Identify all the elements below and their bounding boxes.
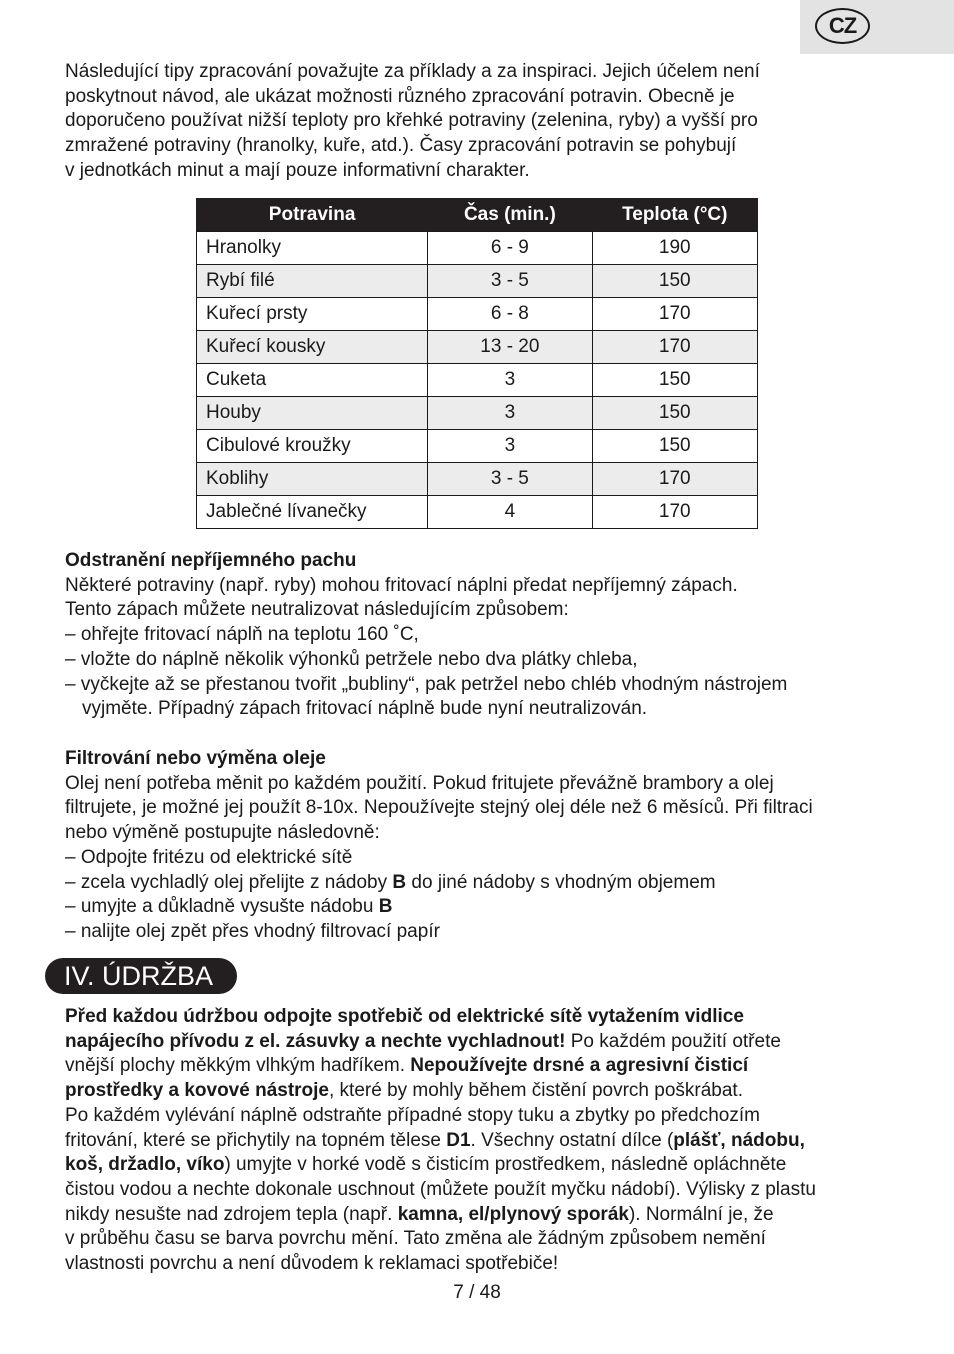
container-ref: B — [392, 871, 407, 893]
odor-step: – vložte do náplně několik výhonků petržele nebo dva plátky chleba, — [65, 648, 638, 670]
maintenance-line — [65, 1005, 895, 1030]
cell-food: Jablečné lívanečky — [197, 496, 428, 529]
language-badge: CZ — [815, 8, 870, 44]
oil-title: Filtrování nebo výměna oleje — [65, 748, 326, 769]
maintenance-line — [65, 1054, 895, 1079]
odor-section — [65, 549, 895, 722]
oil-section — [65, 747, 895, 945]
body-text: nikdy nesušte nad zdrojem tepla (např. — [65, 1203, 398, 1225]
oil-line: filtrujete, je možné jej použít 8-10x. Nepoužívejte stejný olej déle než 6 měsíců. Při filtraci — [65, 797, 813, 819]
body-text: vnější plochy měkkým vlhkým hadříkem. — [65, 1055, 411, 1077]
oil-step-text: do jiné nádoby s vhodným objemem — [406, 871, 716, 893]
warning-text: prostředky a kovové nástroje — [65, 1080, 329, 1102]
heat-source-ref: kamna, el/plynový sporák — [397, 1203, 629, 1225]
body-text: ). Normální je, že — [628, 1203, 774, 1225]
oil-step-text: – umyjte a důkladně vysušte nádobu — [65, 896, 379, 918]
oil-step-text: – zcela vychladlý olej přelijte z nádoby — [65, 871, 393, 893]
maintenance-line: v průběhu času se barva povrchu mění. Tato změna ale žádným způsobem nemění — [65, 1228, 766, 1250]
cell-temperature: 190 — [592, 232, 757, 265]
page-number: 7 / 48 — [453, 1282, 501, 1303]
body-text: . Všechny ostatní dílce ( — [470, 1129, 674, 1151]
table-row — [197, 496, 758, 529]
header-food: Potravina — [197, 198, 428, 232]
table-header-row — [197, 198, 758, 232]
body-text: fritování, které se přichytily na topném tělese — [65, 1129, 447, 1151]
maintenance-line — [65, 1079, 895, 1104]
part-ref: koš, držadlo, víko — [65, 1154, 225, 1176]
odor-step: – vyčkejte až se přestanou tvořit „bubliny“, pak petržel nebo chléb vhodným nástrojem — [65, 673, 788, 695]
maintenance-line — [65, 1030, 895, 1055]
maintenance-paragraph — [65, 1005, 895, 1277]
table-row — [197, 364, 758, 397]
part-ref: plášť, nádobu, — [673, 1129, 805, 1151]
cell-food: Kuřecí prsty — [197, 298, 428, 331]
table-row — [197, 232, 758, 265]
cell-temperature: 170 — [592, 496, 757, 529]
maintenance-line: Po každém vylévání náplně odstraňte případné stopy tuku a zbytky po předchozím — [65, 1104, 760, 1126]
odor-step: – ohřejte fritovací náplň na teplotu 160 ˚C, — [65, 624, 419, 646]
maintenance-line — [65, 1153, 895, 1178]
odor-line: Některé potraviny (např. ryby) mohou fritovací náplni předat nepříjemný zápach. — [65, 574, 738, 596]
table-row — [197, 265, 758, 298]
oil-line: nebo výměně postupujte následovně: — [65, 822, 380, 844]
cell-temperature: 170 — [592, 463, 757, 496]
oil-step: – Odpojte fritézu od elektrické sítě — [65, 846, 353, 868]
body-text: Po každém použití otřete — [565, 1030, 781, 1052]
maintenance-line — [65, 1129, 895, 1154]
intro-paragraph — [65, 60, 895, 184]
cell-time: 3 - 5 — [428, 463, 592, 496]
maintenance-line — [65, 1203, 895, 1228]
oil-step — [65, 895, 895, 920]
cell-time: 3 — [428, 430, 592, 463]
cell-food: Hranolky — [197, 232, 428, 265]
cell-temperature: 150 — [592, 430, 757, 463]
odor-title: Odstranění nepříjemného pachu — [65, 550, 357, 571]
header-time: Čas (min.) — [428, 198, 592, 232]
cell-temperature: 170 — [592, 331, 757, 364]
oil-step: – nalijte olej zpět přes vhodný filtrovací papír — [65, 920, 440, 942]
part-ref: D1 — [446, 1129, 471, 1151]
container-ref: B — [378, 896, 393, 918]
cell-temperature: 150 — [592, 364, 757, 397]
warning-text: Nepoužívejte drsné a agresivní čisticí — [410, 1055, 749, 1077]
cell-time: 3 — [428, 397, 592, 430]
body-text: ) umyjte v horké vodě s čisticím prostředkem, následně opláchněte — [224, 1154, 787, 1176]
intro-line: Následující tipy zpracování považujte za příklady a za inspiraci. Jejich účelem není — [65, 61, 760, 82]
warning-text: napájecího přívodu z el. zásuvky a nechte vychladnout! — [65, 1030, 566, 1052]
table-row — [197, 331, 758, 364]
cell-food: Koblihy — [197, 463, 428, 496]
maintenance-heading: IV. ÚDRŽBA — [45, 958, 237, 994]
cell-time: 13 - 20 — [428, 331, 592, 364]
intro-line: zmražené potraviny (hranolky, kuře, atd.). Časy zpracování potravin se pohybují — [65, 135, 737, 157]
cell-time: 4 — [428, 496, 592, 529]
oil-step — [65, 871, 895, 896]
cell-temperature: 150 — [592, 265, 757, 298]
odor-step-continued: vyjměte. Případný zápach fritovací náplně bude nyní neutralizován. — [82, 698, 648, 720]
cell-food: Rybí filé — [197, 265, 428, 298]
warning-text: Před každou údržbou odpojte spotřebič od elektrické sítě vytažením vidlice — [65, 1006, 744, 1027]
cell-temperature: 150 — [592, 397, 757, 430]
cell-time: 3 - 5 — [428, 265, 592, 298]
language-tab — [800, 0, 954, 54]
table-row — [197, 298, 758, 331]
maintenance-line: čistou vodou a nechte dokonale uschnout (můžete použít myčku nádobí). Výlisky z plastu — [65, 1178, 816, 1200]
header-temperature: Teplota (°C) — [592, 198, 757, 232]
cell-temperature: 170 — [592, 298, 757, 331]
table-row — [197, 463, 758, 496]
cell-food: Kuřecí kousky — [197, 331, 428, 364]
intro-line: doporučeno používat nižší teploty pro křehké potraviny (zelenina, ryby) a vyšší pro — [65, 110, 758, 132]
maintenance-line: vlastnosti povrchu a není důvodem k reklamaci spotřebiče! — [65, 1253, 559, 1275]
cell-time: 6 - 8 — [428, 298, 592, 331]
body-text: , které by mohly během čistění povrch poškrábat. — [329, 1080, 743, 1102]
cell-food: Cibulové kroužky — [197, 430, 428, 463]
odor-line: Tento zápach můžete neutralizovat následujícím způsobem: — [65, 599, 569, 621]
intro-line: v jednotkách minut a mají pouze informativní charakter. — [65, 159, 530, 181]
intro-line: poskytnout návod, ale ukázat možnosti různého zpracování potravin. Obecně je — [65, 85, 735, 107]
cell-time: 3 — [428, 364, 592, 397]
cell-food: Cuketa — [197, 364, 428, 397]
table-row — [197, 397, 758, 430]
table-row — [197, 430, 758, 463]
cell-food: Houby — [197, 397, 428, 430]
cooking-table — [196, 198, 758, 529]
cell-time: 6 - 9 — [428, 232, 592, 265]
oil-line: Olej není potřeba měnit po každém použití. Pokud fritujete převážně brambory a olej — [65, 772, 774, 794]
